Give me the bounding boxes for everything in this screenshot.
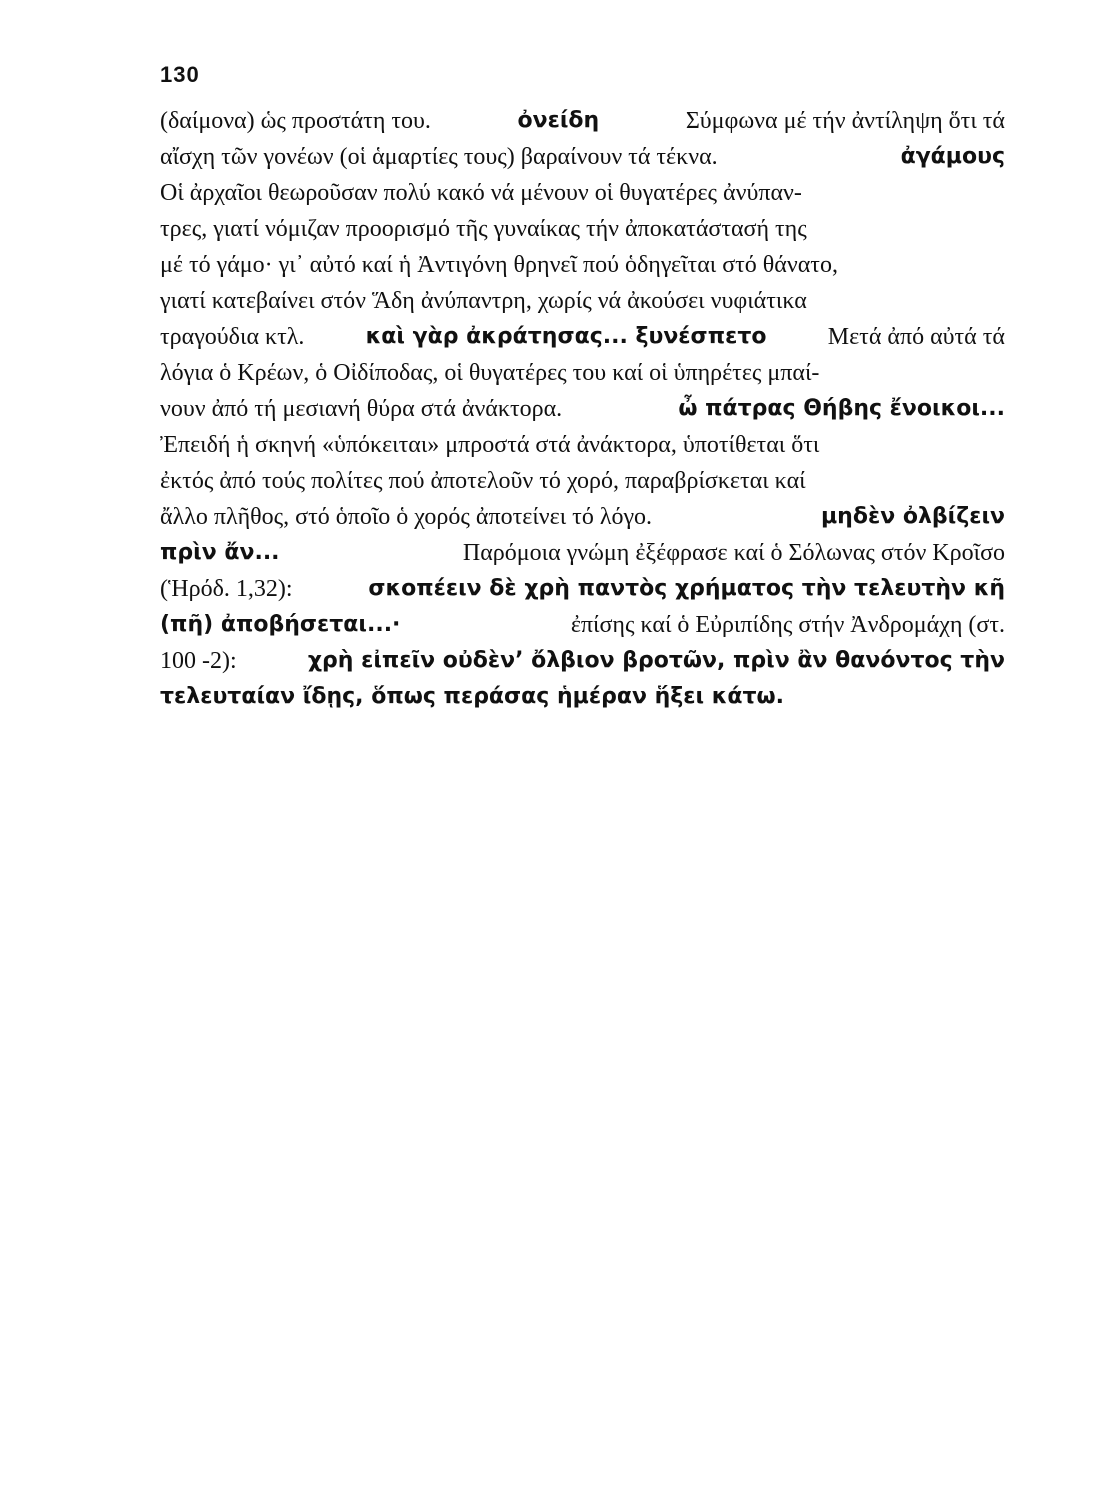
text-line xyxy=(160,391,1005,427)
text-segment: μέ τό γάμο· γι᾿ αὐτό καί ἡ Ἀντιγόνη θρηνεῖ πού ὁδηγεῖται στό θάνατο, xyxy=(160,252,838,278)
text-line xyxy=(160,175,1005,211)
text-segment: Σύμφωνα μέ τήν ἀντίληψη ὅτι τά xyxy=(685,108,1005,134)
lemma: μηδὲν ὀλβίζειν xyxy=(820,504,1005,529)
text-segment: γιατί κατεβαίνει στόν Ἅδη ἀνύπαντρη, χωρίς νά ἀκούσει νυφιάτικα xyxy=(160,288,807,314)
text-line xyxy=(160,211,1005,247)
text-line xyxy=(160,139,1005,175)
quotation: (πῆ) ἀποβήσεται...· xyxy=(160,612,401,637)
text-line xyxy=(160,355,1005,391)
page-number: 130 xyxy=(160,62,200,87)
quotation: χρὴ εἰπεῖν οὐδὲν’ ὄλβιον βροτῶν, πρὶν ἂν θανόντος τὴν xyxy=(307,648,1005,673)
text-segment: Παρόμοια γνώμη ἐξέφρασε καί ὁ Σόλωνας στόν Κροῖσο xyxy=(462,540,1005,566)
text-line xyxy=(160,283,1005,319)
text-line xyxy=(160,643,1005,679)
text-line xyxy=(160,319,1005,355)
text-line xyxy=(160,679,1005,715)
text-segment: 100 -2): xyxy=(160,648,237,674)
text-segment: Οἱ ἀρχαῖοι θεωροῦσαν πολύ κακό νά μένουν οἱ θυγατέρες ἀνύπαν- xyxy=(160,180,802,206)
text-segment: αἴσχη τῶν γονέων (οἱ ἁμαρτίες τους) βαραίνουν τά τέκνα. xyxy=(160,144,718,170)
text-segment: λόγια ὁ Κρέων, ὁ Οἰδίποδας, οἱ θυγατέρες του καί οἱ ὑπηρέτες μπαί- xyxy=(160,360,820,386)
quotation: σκοπέειν δὲ χρὴ παντὸς χρήματος τὴν τελευτὴν κῆ xyxy=(368,576,1005,601)
lemma: καὶ γὰρ ἀκράτησας... ξυνέσπετο xyxy=(365,324,767,349)
text-line xyxy=(160,463,1005,499)
text-line xyxy=(160,499,1005,535)
text-line xyxy=(160,103,1005,139)
text-line xyxy=(160,247,1005,283)
lemma: ὦ πάτρας Θήβης ἔνοικοι... xyxy=(678,396,1005,421)
commentary-text xyxy=(160,103,1005,715)
text-segment: (δαίμονα) ὡς προστάτη του. xyxy=(160,108,431,134)
text-segment: (Ἡρόδ. 1,32): xyxy=(160,576,293,602)
text-segment: νουν ἀπό τή μεσιανή θύρα στά ἀνάκτορα. xyxy=(160,396,563,422)
quotation: τελευταίαν ἴδῃς, ὅπως περάσας ἡμέραν ἥξει κάτω. xyxy=(160,684,785,709)
text-segment: ἐπίσης καί ὁ Εὐριπίδης στήν Ἀνδρομάχη (στ. xyxy=(570,612,1005,638)
text-segment: Ἐπειδή ἡ σκηνή «ὑπόκειται» μπροστά στά ἀνάκτορα, ὑποτίθεται ὅτι xyxy=(160,432,820,458)
text-line xyxy=(160,571,1005,607)
text-segment: ἐκτός ἀπό τούς πολίτες πού ἀποτελοῦν τό χορό, παραβρίσκεται καί xyxy=(160,468,806,494)
text-line xyxy=(160,535,1005,571)
text-segment: τρες, γιατί νόμιζαν προορισμό τῆς γυναίκας τήν ἀποκατάστασή της xyxy=(160,216,807,242)
text-line xyxy=(160,607,1005,643)
lemma: πρὶν ἄν... xyxy=(160,540,280,565)
lemma: ὀνείδη xyxy=(517,108,600,133)
text-segment: ἄλλο πλῆθος, στό ὁποῖο ὁ χορός ἀποτείνει τό λόγο. xyxy=(160,504,653,530)
text-line xyxy=(160,427,1005,463)
text-segment: Μετά ἀπό αὐτά τά xyxy=(827,324,1005,350)
lemma: ἀγάμους xyxy=(900,144,1005,169)
text-segment: τραγούδια κτλ. xyxy=(160,324,305,350)
